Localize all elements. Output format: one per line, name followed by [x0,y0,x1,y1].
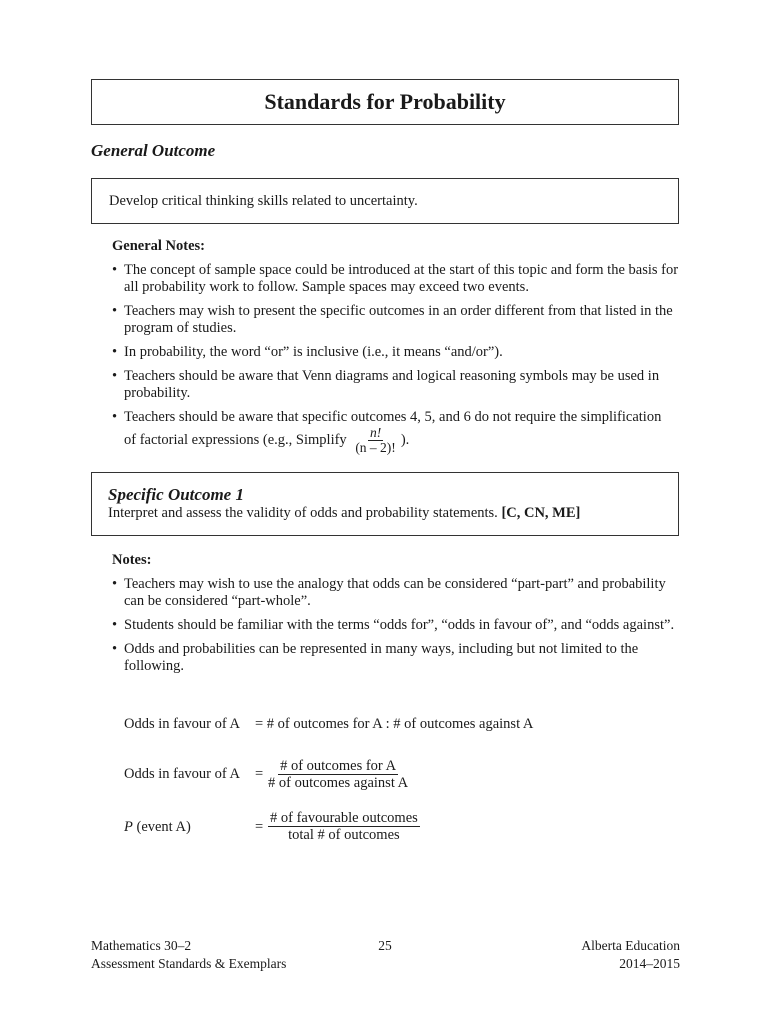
specific-outcome-statement: Interpret and assess the validity of odds and probability statements. [108,505,498,521]
list-item: • Teachers may wish to use the analogy that odds can be considered “part-part” and probability can be considered “part-whole”. [112,576,687,610]
list-item [112,409,687,455]
probability-symbol: P [124,819,133,835]
footer-publisher: Alberta Education [581,938,680,953]
footer-right [581,937,680,973]
formula-rhs: = # of outcomes for A : # of outcomes against A [255,716,534,732]
formula-equals: = [255,766,264,782]
footer-left [91,937,286,973]
fraction-denominator: (n – 2)! [355,440,396,455]
fraction-denominator: total # of outcomes [288,827,400,843]
formula-equals: = [255,819,264,835]
formula-lhs: Odds in favour of A [124,716,240,732]
footer-course: Mathematics 30–2 [91,938,192,953]
general-notes-title: General Notes: [112,238,206,254]
fraction-numerator: # of outcomes for A [280,758,397,774]
fraction-denominator: # of outcomes against A [268,775,409,791]
page-number: 25 [378,938,392,953]
list-item: • The concept of sample space could be introduced at the start of this topic and form the basis for all probability work to follow. Sample spaces may exceed two events. [112,262,687,296]
specific-outcome-heading: Specific Outcome 1 [108,485,244,504]
general-outcome-text: Develop critical thinking skills related to uncertainty. [109,192,418,209]
note-line: of factorial expressions (e.g., Simplify [124,431,347,448]
probability-formula [124,810,684,846]
note-line-end: ). [400,431,410,448]
specific-outcome-text [108,505,678,522]
process-codes: [C, CN, ME] [501,505,581,521]
factorial-fraction [353,426,398,455]
list-item: • Teachers should be aware that Venn diagrams and logical reasoning symbols may be used in probability. [112,368,687,402]
list-item: • Students should be familiar with the terms “odds for”, “odds in favour of”, and “odds against”. [112,617,687,634]
general-notes [112,238,687,462]
page-title: Standards for Probability [264,89,506,114]
fraction-numerator: # of favourable outcomes [270,810,418,826]
notes-list [112,576,687,675]
note-line: Teachers should be aware that specific outcomes 4, 5, and 6 do not require the simplification [124,409,662,425]
footer-year: 2014–2015 [619,956,680,971]
general-notes-list [112,262,687,455]
formula-lhs-text: (event A) [136,819,191,835]
fraction-numerator: n! [369,425,382,440]
general-outcome-box [91,178,679,224]
list-item: • Odds and probabilities can be represented in many ways, including but not limited to the following. [112,641,687,675]
specific-notes [112,552,687,682]
odds-formula-ratio [124,716,684,736]
formula-lhs: Odds in favour of A [124,766,240,782]
general-outcome-heading: General Outcome [91,141,216,160]
formula-fraction [268,758,408,791]
footer-document: Assessment Standards & Exemplars [91,956,287,971]
list-item: • Teachers may wish to present the specific outcomes in an order different from that listed in the program of studies. [112,303,687,337]
formula-fraction [268,810,420,843]
specific-outcome-box [91,472,679,536]
formula-lhs [124,819,191,836]
odds-formula-fraction [124,758,684,794]
page-title-box [91,79,679,125]
notes-title: Notes: [112,552,152,568]
list-item: • In probability, the word “or” is inclusive (i.e., it means “and/or”). [112,344,687,361]
